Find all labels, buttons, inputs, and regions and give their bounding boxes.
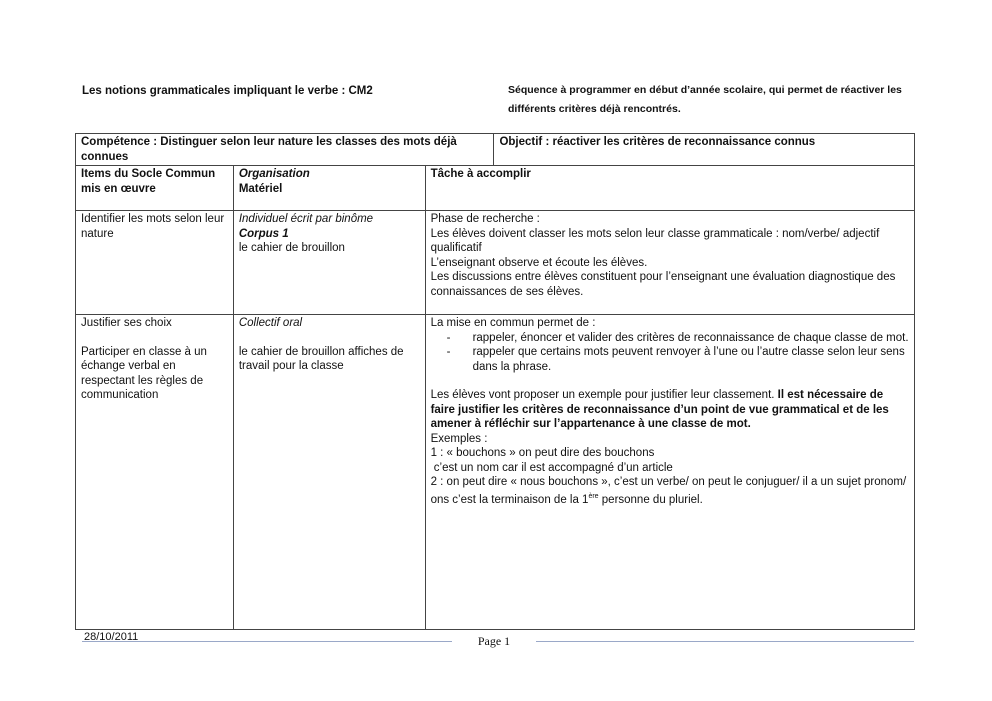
footer-date: 28/10/2011 — [84, 631, 139, 643]
page-indicator — [452, 634, 536, 649]
examples-label: Exemples : — [430, 432, 488, 445]
page-number: 1 — [504, 634, 511, 648]
example-text: personne du pluriel. — [598, 493, 703, 506]
tache-line: L’enseignant observe et écoute les élèves. — [430, 256, 648, 269]
organisation-text: Collectif oral — [238, 317, 303, 329]
justification-text: Les élèves vont proposer un exemple pour justifier leur classement. — [430, 389, 778, 401]
example-line: c’est un nom car il est accompagné d’un article — [430, 461, 673, 474]
tache-header: Tâche à accomplir — [425, 166, 914, 211]
justification-paragraph — [431, 388, 909, 432]
justification-emphasis: Il est nécessaire de faire justifier les critères de reconnaissance d’un point de vue grammatical et de les amener à réfléchir sur l’appartenance à une classe de mot. — [430, 389, 889, 430]
competence-row — [76, 134, 915, 166]
example-line: 1 : « bouchons » on peut dire des bouchons — [430, 447, 655, 459]
page-label: Page — [477, 634, 502, 648]
item-text: Participer en classe à un échange verbal en respectant les règles de communication — [81, 345, 207, 401]
example-line — [431, 475, 909, 507]
criteria-list — [431, 331, 909, 375]
sequence-table — [75, 133, 915, 630]
materiel-text: le cahier de brouillon — [238, 242, 345, 254]
organisation-cell — [233, 211, 425, 315]
tache-line: Les élèves doivent classer les mots selon leur classe grammaticale : nom/verbe/ adjectif qualificatif — [430, 227, 880, 254]
materiel-text: le cahier de brouillon affiches de travail pour la classe — [238, 345, 404, 372]
item-text: Justifier ses choix — [81, 317, 172, 329]
list-item: - rappeler que certains mots peuvent renvoyer à l’une ou l’autre classe selon leur sens dans la phrase. — [447, 345, 909, 374]
tache-line: Phase de recherche : — [430, 213, 540, 225]
tache-cell — [425, 211, 914, 315]
subtitle-line-1: Séquence à programmer en début d’année scolaire, qui permet de réactiver les — [508, 84, 902, 96]
ordinal-superscript: ère — [588, 492, 599, 500]
subtitle-line-2: différents critères déjà rencontrés. — [508, 103, 681, 115]
objectif-cell: Objectif : réactiver les critères de reconnaissance connus — [494, 134, 915, 166]
tache-cell — [425, 315, 914, 630]
list-item: - rappeler, énoncer et valider des critères de reconnaissance de chaque classe de mot. — [447, 331, 909, 346]
items-header: Items du Socle Commun mis en œuvre — [76, 166, 234, 211]
corpus-label: Corpus 1 — [238, 227, 289, 240]
document-title: Les notions grammaticales impliquant le verbe : CM2 — [82, 85, 373, 97]
example-text: 2 : on peut dire « nous bouchons », c’est un verbe/ on peut le conjuguer/ il a un sujet pronom/ ons c’est la terminaison de la 1 — [430, 476, 907, 506]
item-cell — [76, 315, 234, 630]
organisation-header — [233, 166, 425, 211]
materiel-header-label: Matériel — [238, 182, 283, 195]
organisation-header-label: Organisation — [238, 168, 310, 180]
competence-cell: Compétence : Distinguer selon leur nature les classes des mots déjà connues — [76, 134, 494, 166]
organisation-text: Individuel écrit par binôme — [238, 213, 374, 225]
item-cell: Identifier les mots selon leur nature — [76, 211, 234, 315]
table-row — [76, 315, 915, 630]
column-header-row — [76, 166, 915, 211]
document-subtitle — [508, 81, 948, 119]
mise-en-commun-intro: La mise en commun permet de : — [430, 317, 596, 329]
organisation-cell — [233, 315, 425, 630]
table-row — [76, 211, 915, 315]
tache-line: Les discussions entre élèves constituent pour l’enseignant une évaluation diagnostique des connaissances de ses élèves. — [430, 271, 896, 298]
